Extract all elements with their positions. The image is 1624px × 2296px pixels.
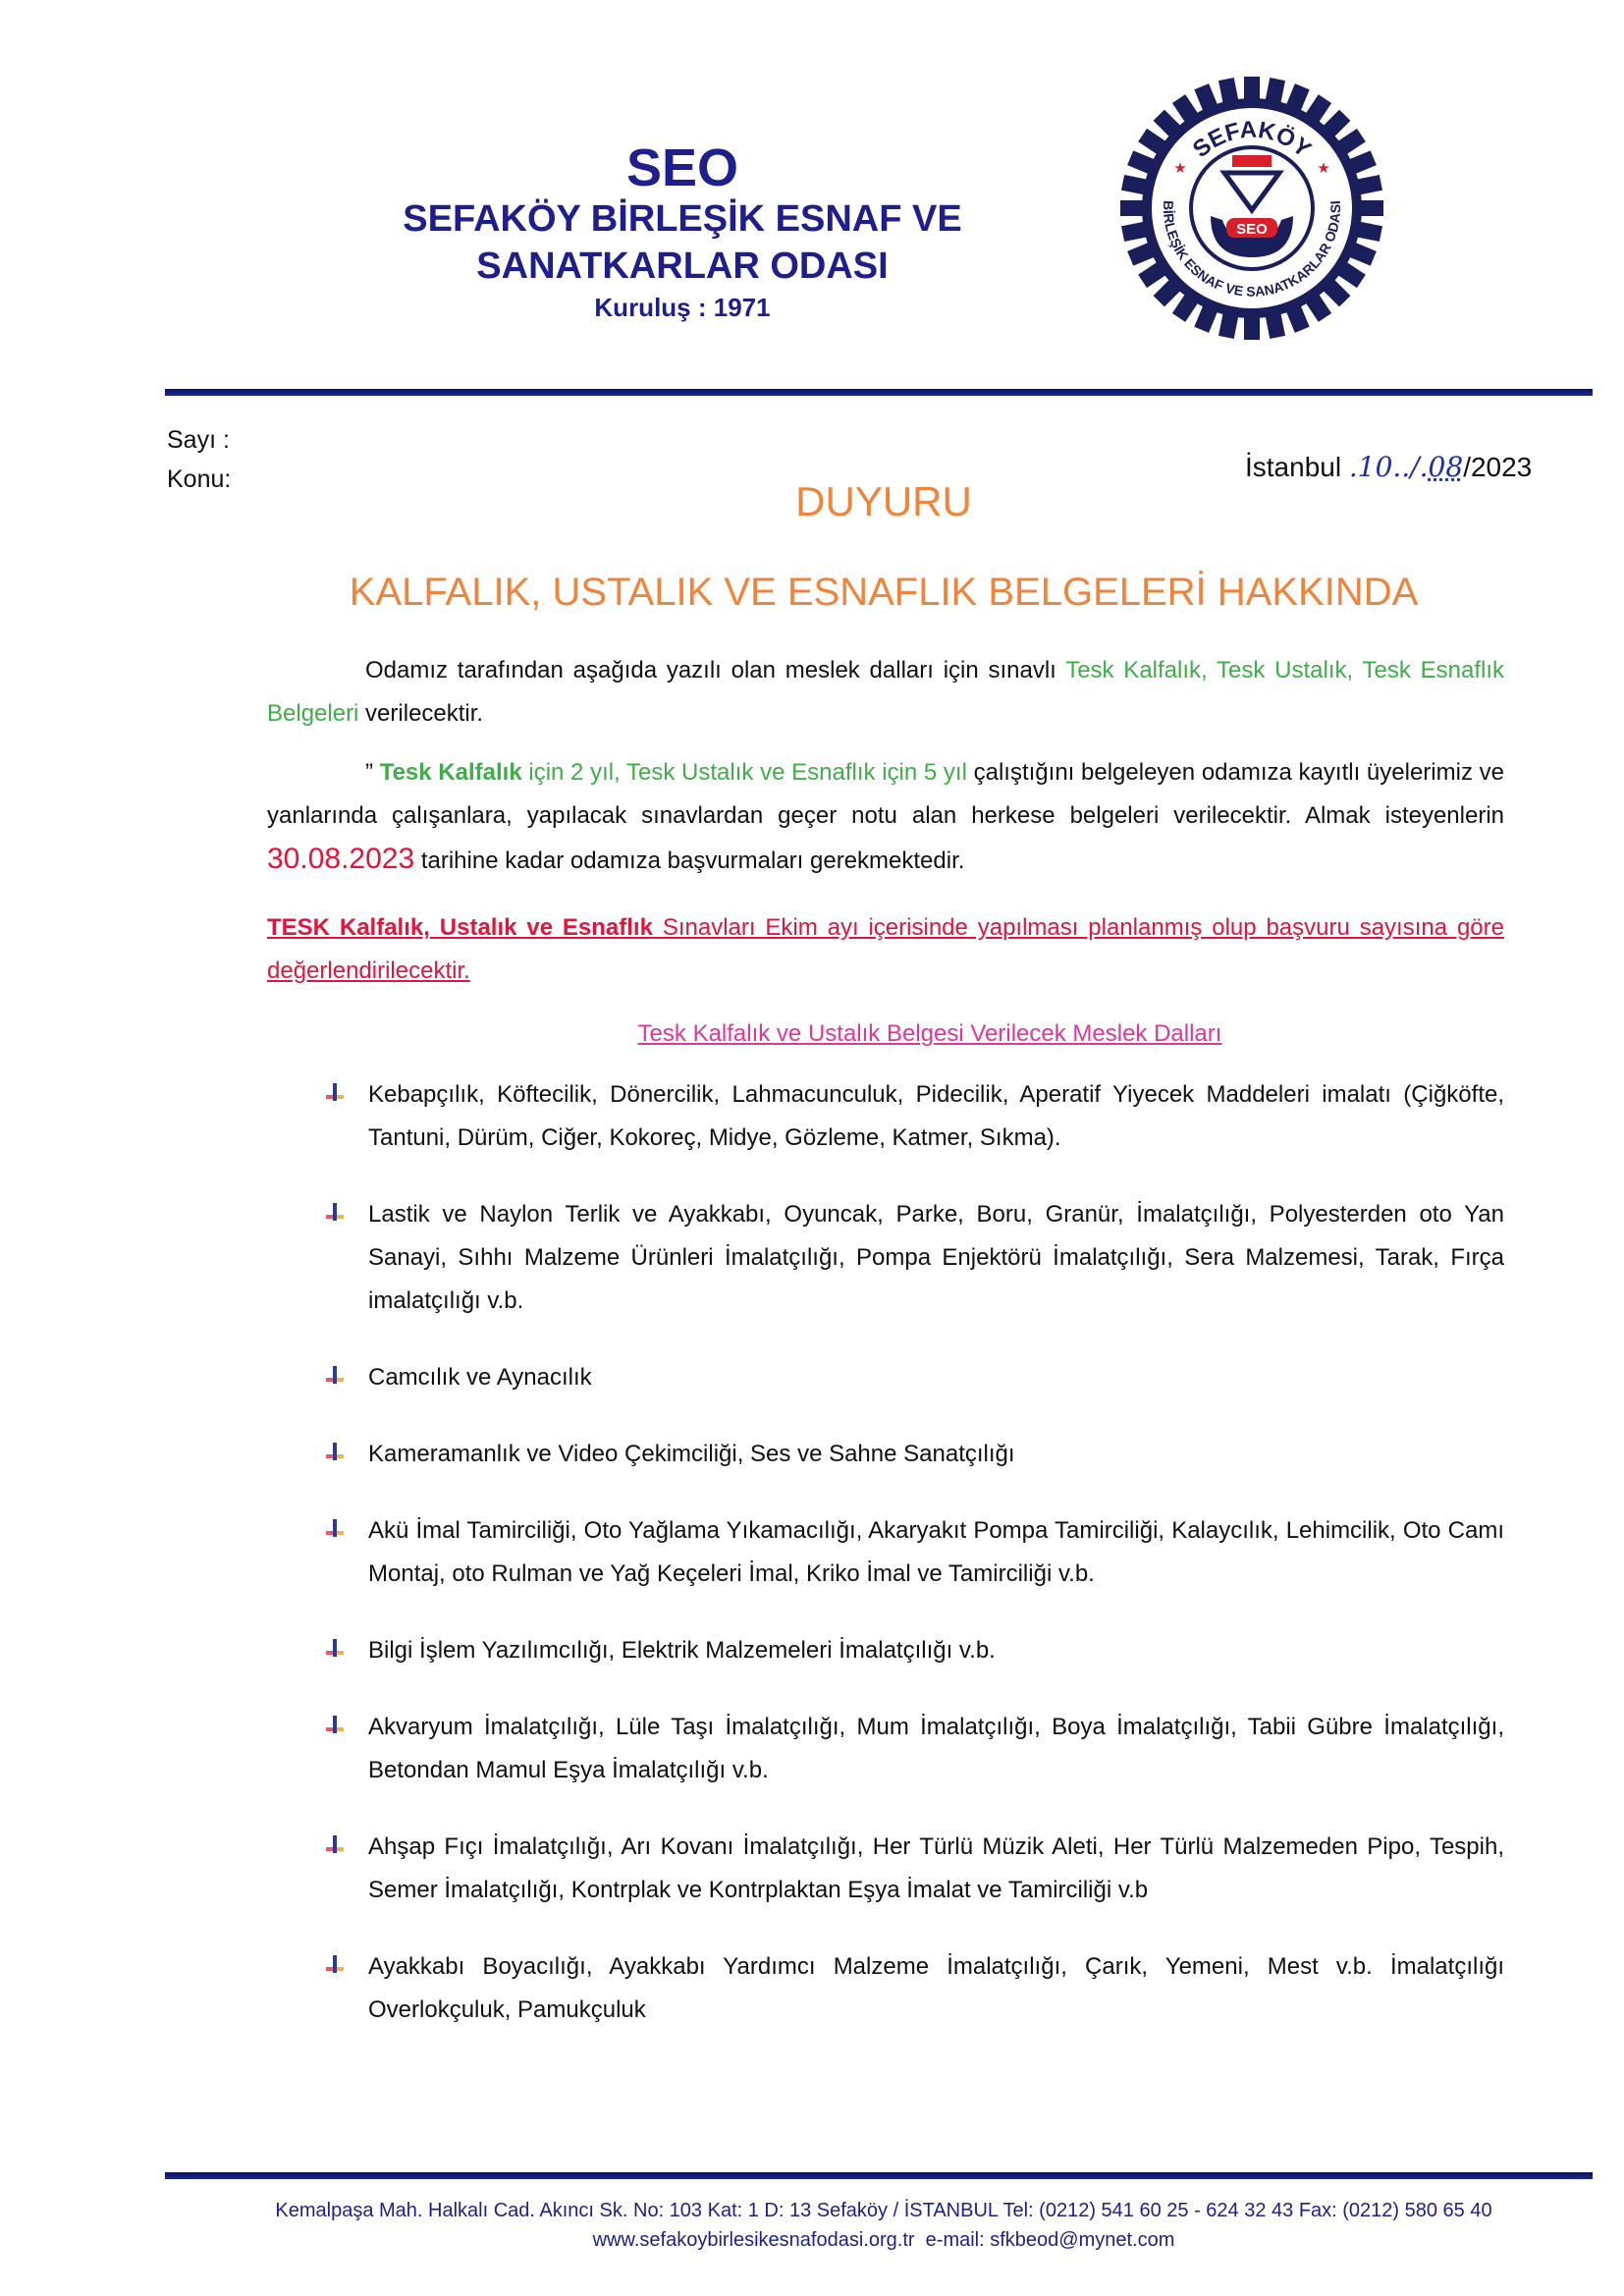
arrow-down-bullet-icon [324, 1714, 346, 1735]
document-body [267, 649, 1504, 2065]
star-icon: ★ [1173, 160, 1187, 177]
arrow-down-bullet-icon [324, 1833, 346, 1855]
arrow-down-bullet-icon [324, 1364, 346, 1386]
date-year: 2023 [1470, 452, 1533, 482]
website-link[interactable]: www.sefakoybirlesikesnafodasi.org.tr [592, 2229, 915, 2251]
document-subject: KALFALIK, USTALIK VE ESNAFLIK BELGELERİ HAKKINDA [349, 571, 1419, 614]
konu-label: Konu: [167, 465, 232, 493]
list-item: Lastik ve Naylon Terlik ve Ayakkabı, Oyuncak, Parke, Boru, Granür, İmalatçılığı, Polyesterden oto Yan Sanayi, Sıhhı Malzeme Ürünleri İmalatçılığı, Pompa Enjektörü İmalatçılığı, Sera Malzemesi, Tarak, Fırça imalatçılığı v.b. [324, 1193, 1504, 1323]
flag-map-icon [1232, 155, 1272, 167]
sayi-label: Sayı : [167, 426, 230, 454]
document-title: DUYURU [795, 478, 972, 524]
intro-paragraph: Odamız tarafından aşağıda yazılı olan meslek dalları için sınavlı Tesk Kalfalık, Tesk Ustalık, Tesk Esnaflık Belgeleri verilecektir. [267, 657, 1504, 727]
org-logo [1114, 71, 1389, 346]
header-divider [165, 389, 1593, 396]
footer-divider [165, 2172, 1593, 2179]
arrow-down-bullet-icon [324, 1953, 346, 1975]
star-icon: ★ [1317, 160, 1330, 177]
exam-notice: TESK Kalfalık, Ustalık ve Esnaflık Sınavları Ekim ayı içerisinde yapılması planlanmış olup başvuru sayısına göre değerlendirilecektir. [267, 914, 1504, 984]
list-item: Kameramanlık ve Video Çekimciliği, Ses ve Sahne Sanatçılığı [324, 1433, 1504, 1476]
list-item: Camcılık ve Aynacılık [324, 1356, 1504, 1399]
footer-contact [157, 2229, 1610, 2252]
logo-text-top: SEFAKÖY [1187, 116, 1317, 163]
logo-text-ring: BİRLEŞİK ESNAF VE SANATKARLAR ODASI [1160, 199, 1344, 300]
date-day: 10 [1357, 451, 1393, 483]
footer-address: Kemalpaşa Mah. Halkalı Cad. Akıncı Sk. No: 103 Kat: 1 D: 13 Sefaköy / İSTANBUL Tel: (0212) 541 60 25 - 624 32 43 Fax: (0212) 580 65 40 [275, 2200, 1492, 2221]
list-item: Ayakkabı Boyacılığı, Ayakkabı Yardımcı Malzeme İmalatçılığı, Çarık, Yemeni, Mest v.b. İmalatçılığı Overlokçuluk, Pamukçuluk [324, 1945, 1504, 2032]
org-name-line1: SEFAKÖY BİRLEŞİK ESNAF VE [403, 198, 962, 240]
org-abbr: SEO [625, 138, 739, 197]
list-item: Akü İmal Tamirciliği, Oto Yağlama Yıkamacılığı, Akaryakıt Pompa Tamirciliği, Kalaycılık, Lehimcilik, Oto Camı Montaj, oto Rulman ve Yağ Keçeleri İmal, Kriko İmal ve Tamirciliği v.b. [324, 1509, 1504, 1596]
deadline-date: 30.08.2023 [267, 843, 415, 875]
date-line: İstanbul .10../.08/2023 [1245, 451, 1533, 483]
list-title: Tesk Kalfalık ve Ustalık Belgesi Verilecek Meslek Dalları [637, 1020, 1222, 1047]
date-month: 08 [1428, 451, 1464, 483]
arrow-down-bullet-icon [324, 1637, 346, 1659]
founded-year: Kuruluş : 1971 [594, 293, 771, 322]
profession-list [267, 1073, 1504, 2032]
city: İstanbul [1245, 452, 1342, 482]
arrow-down-bullet-icon [324, 1081, 346, 1103]
arrow-down-bullet-icon [324, 1517, 346, 1539]
arrow-down-bullet-icon [324, 1441, 346, 1462]
email-link[interactable]: e-mail: sfkbeod@mynet.com [925, 2229, 1175, 2251]
arrow-down-bullet-icon [324, 1201, 346, 1223]
logo-badge: SEO [1236, 221, 1268, 238]
eligibility-paragraph: ” Tesk Kalfalık için 2 yıl, Tesk Ustalık ve Esnaflık için 5 yıl çalıştığını belgeleyen odamıza kayıtlı üyelerimiz ve yanlarında çalışanlara, yapılacak sınavlardan geçer notu alan herkese belgeleri verilecektir. Almak isteyenlerin 30.08.2023 tarihine kadar odamıza başvurmaları gerekmektedir. [267, 759, 1504, 875]
list-item: Akvaryum İmalatçılığı, Lüle Taşı İmalatçılığı, Mum İmalatçılığı, Boya İmalatçılığı, Tabii Gübre İmalatçılığı, Betondan Mamul Eşya İmalatçılığı v.b. [324, 1706, 1504, 1792]
list-item: Ahşap Fıçı İmalatçılığı, Arı Kovanı İmalatçılığı, Her Türlü Müzik Aleti, Her Türlü Malzemeden Pipo, Tespih, Semer İmalatçılığı, Kontrplak ve Kontrplaktan Eşya İmalat ve Tamirciliği v.b [324, 1826, 1504, 1912]
list-item: Kebapçılık, Köftecilik, Dönercilik, Lahmacunculuk, Pidecilik, Aperatif Yiyecek Maddeleri imalatı (Çiğköfte, Tantuni, Dürüm, Ciğer, Kokoreç, Midye, Gözleme, Katmer, Sıkma). [324, 1073, 1504, 1160]
list-item: Bilgi İşlem Yazılımcılığı, Elektrik Malzemeleri İmalatçılığı v.b. [324, 1629, 1504, 1672]
org-name-line2: SANATKARLAR ODASI [476, 246, 889, 287]
